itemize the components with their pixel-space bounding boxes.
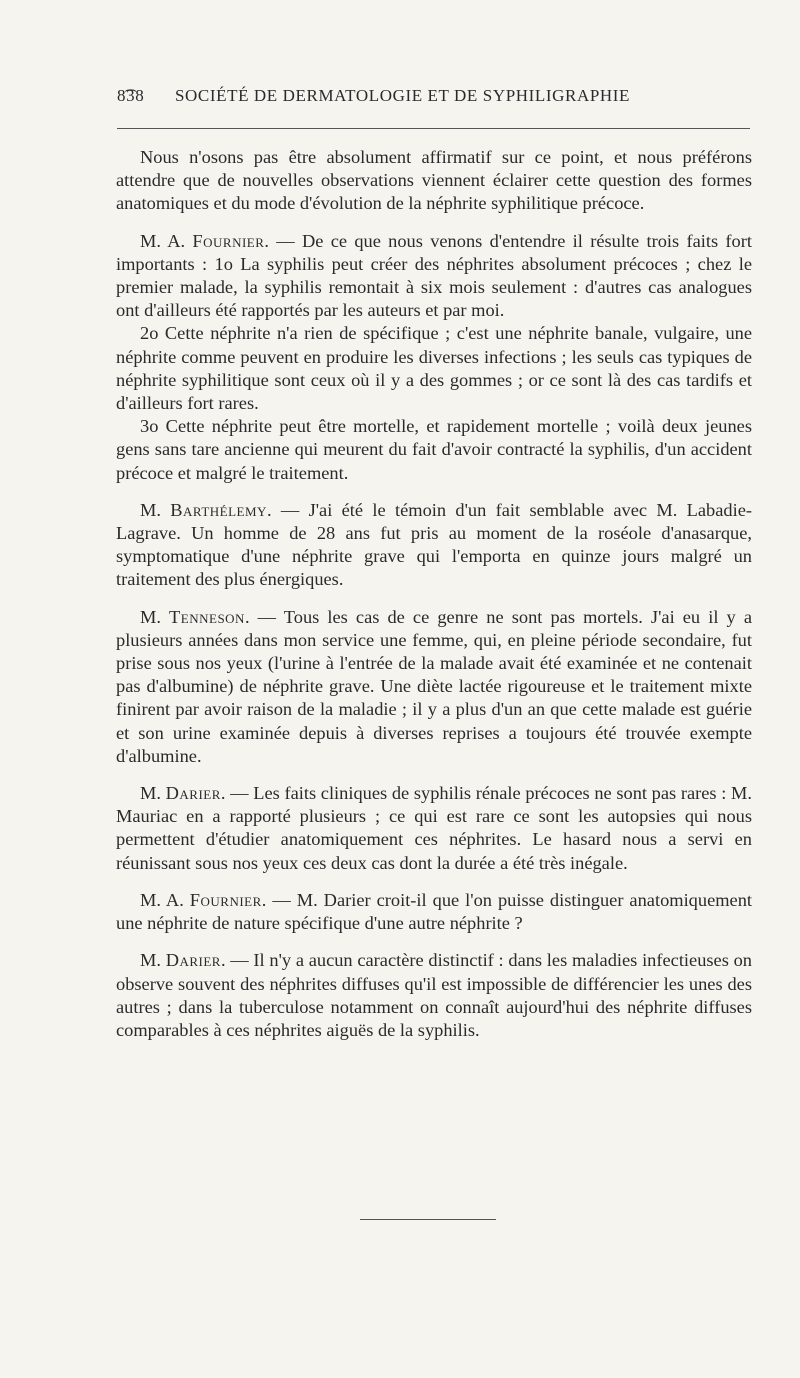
speaker-prefix: M. A. bbox=[140, 889, 190, 910]
paragraph-text: 3o Cette néphrite peut être mortelle, et rapidement mortelle ; voilà deux jeunes gens sans tare ancienne qui meurent du fait d'avoir contracté la syphilis, d'un accident précoce et malgré le traitement. bbox=[116, 416, 752, 483]
speaker-prefix: M. bbox=[140, 783, 166, 804]
header-rule bbox=[117, 128, 750, 129]
paragraph-text: . — Il n'y a aucun caractère distinctif : dans les maladies infectieuses on observe souvent des néphrites diffuses qu'il est impossible de différencier les unes des autres ; dans la tuberculose notamment on connaît aujourd'hui des néphrite diffuses comparables à ces néphrites aiguës de la syphilis. bbox=[116, 950, 752, 1040]
paragraph bbox=[116, 146, 752, 216]
page-number: 8͡38 bbox=[117, 86, 145, 105]
paragraph bbox=[116, 322, 752, 415]
paragraph bbox=[116, 499, 752, 592]
paragraph bbox=[116, 889, 752, 935]
speaker-name: Fournier bbox=[192, 230, 265, 251]
speaker-prefix: M. bbox=[140, 950, 166, 971]
running-header bbox=[117, 86, 693, 106]
paragraph bbox=[116, 949, 752, 1042]
paragraph-text: . — De ce que nous venons d'entendre il résulte trois faits fort importants : 1o La syphilis peut créer des néphrites absolument précoces ; chez le premier malade, la syphilis remontait à six mois seulement : d'autres cas analogues ont d'ailleurs été rapportés par les auteurs et par moi. bbox=[116, 230, 752, 321]
paragraph-text: . — Tous les cas de ce genre ne sont pas mortels. J'ai eu il y a plusieurs années dans mon service une femme, qui, en pleine période secondaire, fut prise sous nos yeux (l'urine à l'entrée de la malade avait été examinée et ne contenait pas d'albumine) de néphrite grave. Une diète lactée rigoureuse et le traitement mixte finirent par avoir raison de la maladie ; il y a plus d'un an que cette malade est guérie et son urine examinée depuis à diverses reprises a toujours été trouvée exempte d'albumine. bbox=[116, 606, 752, 766]
speaker-name: Barthélemy bbox=[170, 499, 267, 520]
speaker-prefix: M. bbox=[140, 606, 170, 627]
paragraph bbox=[116, 230, 752, 323]
paragraph-text: 2o Cette néphrite n'a rien de spécifique ; c'est une néphrite banale, vulgaire, une néphrite comme peuvent en produire les diverses infections ; les seuls cas typiques de néphrite syphilitique sont ceux où il y a des gommes ; or ce sont là des cas tardifs et d'ailleurs fort rares. bbox=[116, 323, 752, 414]
body-text bbox=[116, 146, 752, 1042]
paragraph-text: Nous n'osons pas être absolument affirmatif sur ce point, et nous préférons attendre que de nouvelles observations viennent éclairer cette question des formes anatomiques et du mode d'évolution de la néphrite syphilitique précoce. bbox=[116, 147, 752, 214]
paragraph bbox=[116, 782, 752, 875]
running-title: SOCIÉTÉ DE DERMATOLOGIE ET DE SYPHILIGRAPHIE bbox=[175, 86, 631, 105]
speaker-prefix: M. A. bbox=[140, 230, 193, 251]
speaker-prefix: M. bbox=[140, 499, 171, 520]
paragraph-text: . — M. Darier croit-il que l'on puisse distinguer anatomiquement une néphrite de nature spécifique d'une autre néphrite ? bbox=[116, 889, 752, 934]
paragraph-text: . — J'ai été le témoin d'un fait semblable avec M. Labadie-Lagrave. Un homme de 28 ans fut pris au moment de la roséole d'anasarque, symptomatique d'une néphrite grave qui l'emporta en quinze jours malgré un traitement des plus énergiques. bbox=[116, 499, 752, 590]
end-rule bbox=[360, 1219, 496, 1220]
paragraph bbox=[116, 606, 752, 768]
speaker-name: Darier bbox=[165, 783, 221, 804]
paragraph-text: . — Les faits cliniques de syphilis rénale précoces ne sont pas rares : M. Mauriac en a rapporté plusieurs ; ce qui est rare ce sont les autopsies qui nous permettent d'étudier anatomiquement ces néphrites. Le hasard nous a servi en réunissant sous nos yeux ces deux cas dont la durée a été très inégale. bbox=[116, 783, 752, 873]
speaker-name: Darier bbox=[165, 950, 221, 971]
speaker-name: Tenneson bbox=[169, 606, 245, 627]
speaker-name: Fournier bbox=[189, 889, 262, 910]
paragraph bbox=[116, 415, 752, 485]
